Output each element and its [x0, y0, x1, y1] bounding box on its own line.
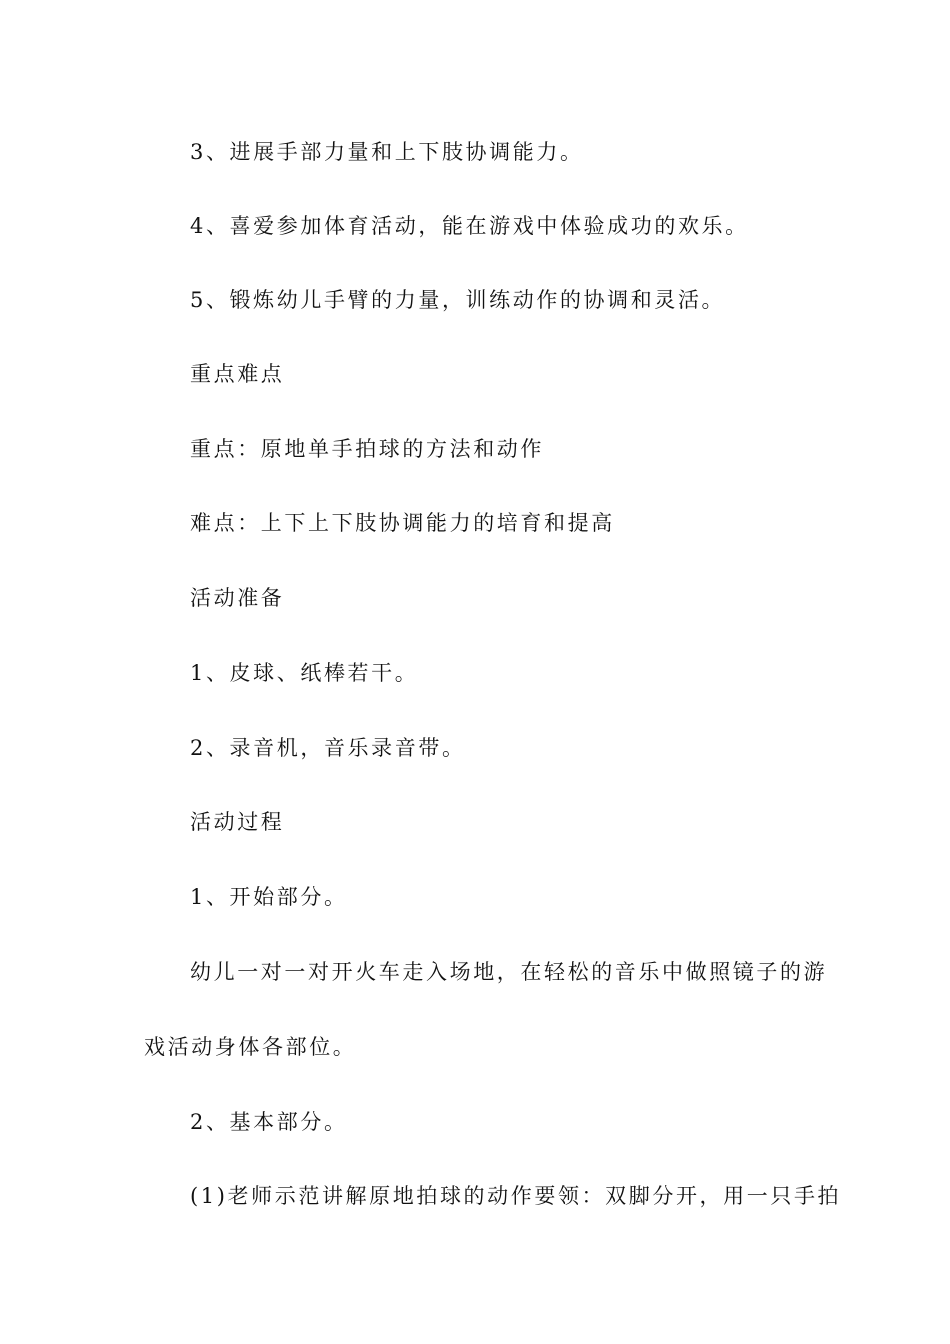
paragraph-line-continuation: 戏活动身体各部位。 [144, 1035, 357, 1059]
process-step-2: 2、基本部分。 [190, 1110, 348, 1134]
key-point: 重点：原地单手拍球的方法和动作 [190, 437, 544, 461]
section-heading-process: 活动过程 [190, 810, 285, 834]
preparation-item-1: 1、皮球、纸棒若干。 [190, 661, 419, 685]
paragraph-line: 幼儿一对一对开火车走入场地，在轻松的音乐中做照镜子的游 [190, 960, 828, 984]
section-heading-key-points: 重点难点 [190, 362, 285, 386]
objective-3: 3、进展手部力量和上下肢协调能力。 [190, 140, 584, 164]
objective-5: 5、锻炼幼儿手臂的力量，训练动作的协调和灵活。 [190, 288, 726, 312]
preparation-item-2: 2、录音机，音乐录音带。 [190, 736, 466, 760]
paragraph-line: (1)老师示范讲解原地拍球的动作要领：双脚分开，用一只手拍 [190, 1184, 842, 1208]
difficult-point: 难点：上下上下肢协调能力的培育和提高 [190, 511, 615, 535]
section-heading-preparation: 活动准备 [190, 586, 285, 610]
process-step-1: 1、开始部分。 [190, 885, 348, 909]
objective-4: 4、喜爱参加体育活动，能在游戏中体验成功的欢乐。 [190, 214, 749, 238]
